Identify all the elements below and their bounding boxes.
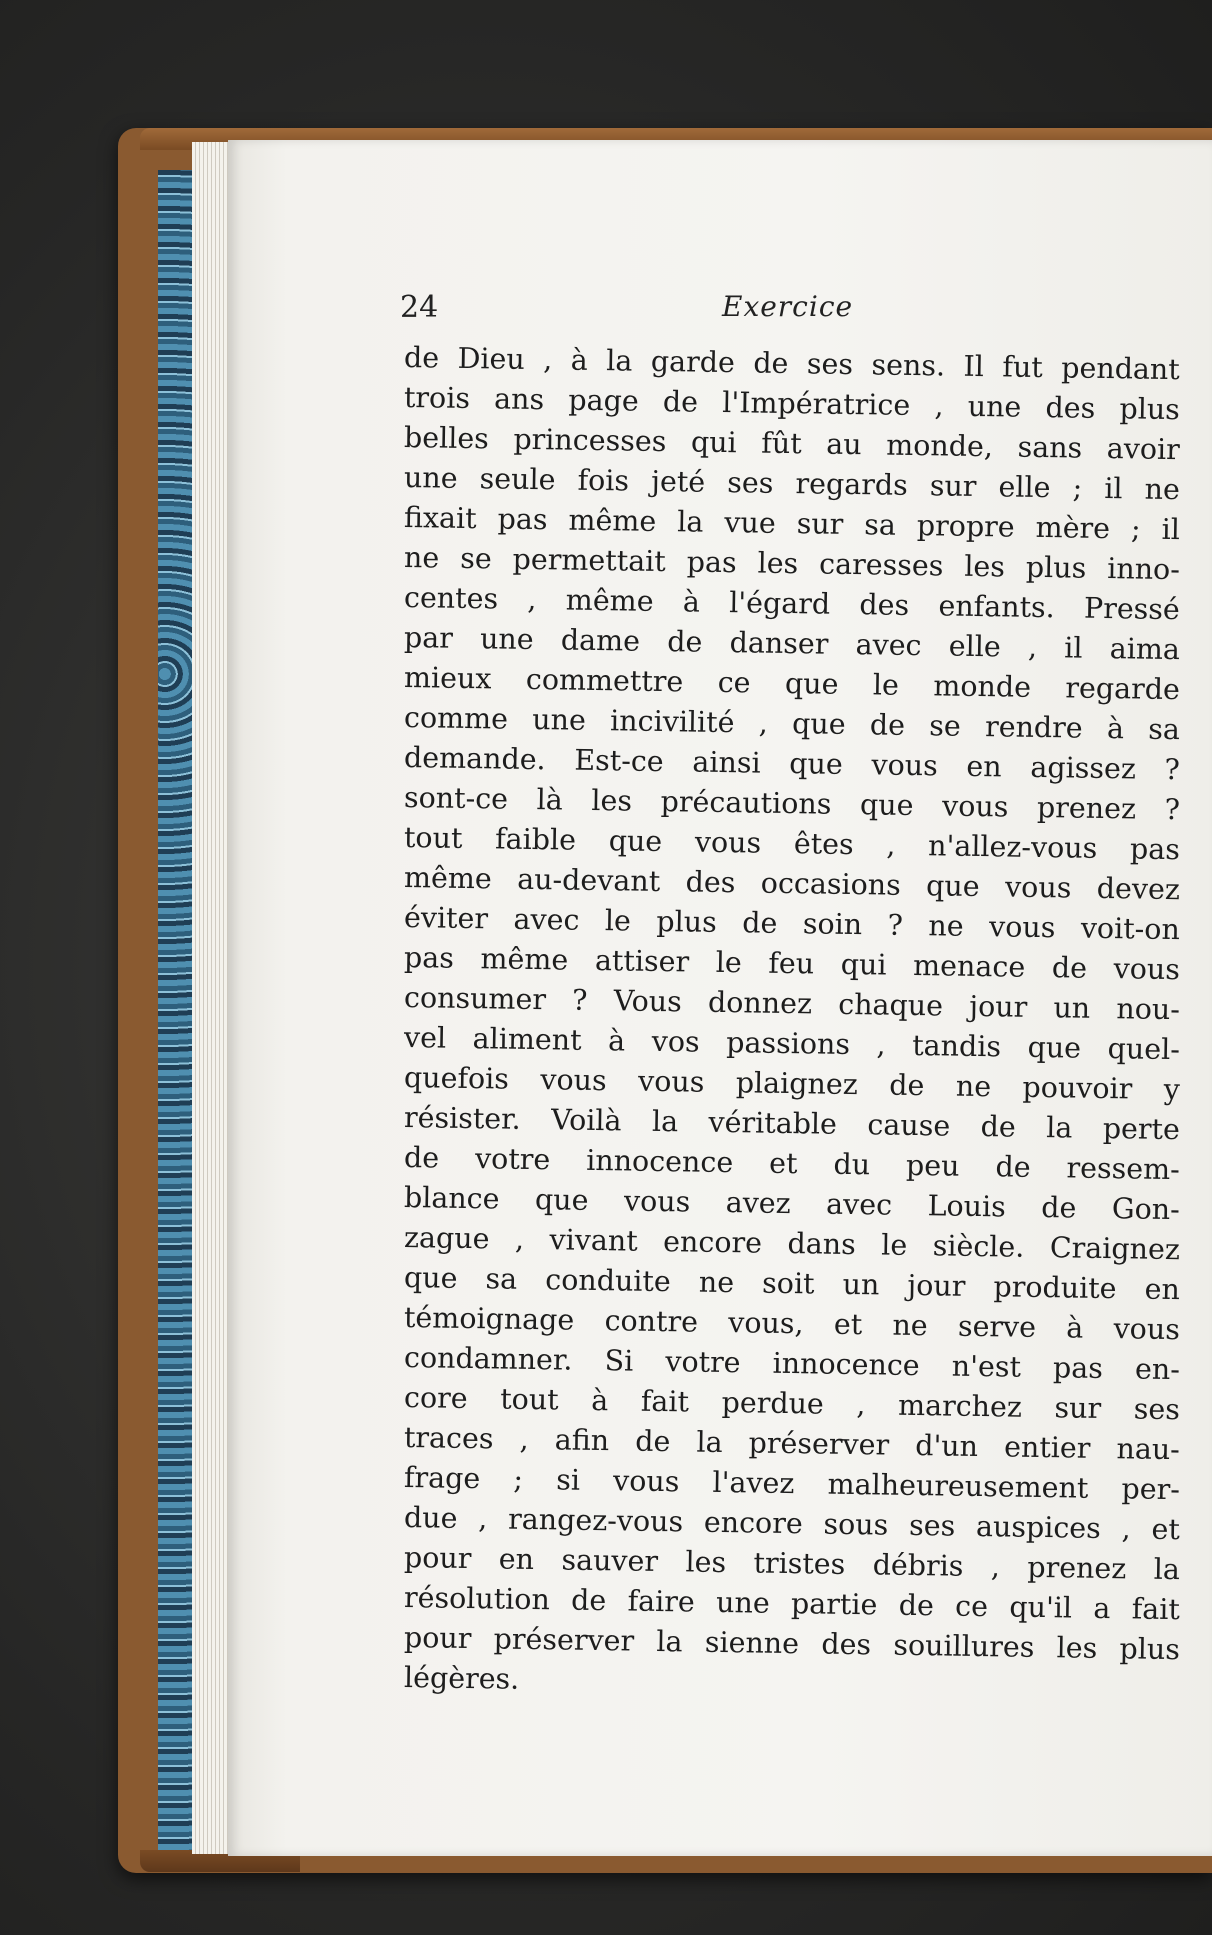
text-line: core tout à fait perdue , marchez sur ses [403,1381,1181,1427]
text-line: tout faible que vous êtes , n'allez-vous pas [403,821,1181,867]
text-line: légères. [403,1661,520,1696]
text-line: de Dieu , à la garde de ses sens. Il fut pendant [403,341,1181,387]
text-line: même au-devant des occasions que vous devez [403,861,1181,907]
text-line: blance que vous avez avec Louis de Gon- [403,1181,1181,1227]
text-line: condamner. Si votre innocence n'est pas en- [403,1341,1181,1387]
text-line: demande. Est-ce ainsi que vous en agissez ? [403,741,1181,787]
text-line: comme une incivilité , que de se rendre à sa [403,701,1181,747]
text-line: pour en sauver les tristes débris , prenez la [403,1541,1181,1587]
text-line: due , rangez-vous encore sous ses auspices , et [403,1501,1181,1547]
marbled-endpaper [158,170,195,1850]
text-line: pour préserver la sienne des souillures les plus [403,1621,1181,1667]
text-line: une seule fois jeté ses regards sur elle ; il ne [403,461,1181,507]
text-line: fixait pas même la vue sur sa propre mère ; il [403,501,1181,547]
running-title: Exercice [722,290,854,323]
text-line: vel aliment à vos passions , tandis que quel- [403,1021,1181,1067]
page-stack-edges [192,142,232,1854]
text-line: par une dame de danser avec elle , il aima [403,621,1181,667]
text-line: traces , afin de la préserver d'un entier nau- [403,1421,1181,1467]
page-number: 24 [400,290,439,325]
text-line: résister. Voilà la véritable cause de la perte [403,1101,1181,1147]
text-line: consumer ? Vous donnez chaque jour un nou- [403,981,1181,1027]
text-line: sont-ce là les précautions que vous prenez ? [403,781,1181,827]
running-head [400,290,1180,330]
text-line: trois ans page de l'Impératrice , une des plus [403,381,1181,427]
text-line: que sa conduite ne soit un jour produite en [403,1261,1181,1307]
text-line: centes , même à l'égard des enfants. Pressé [403,581,1181,627]
text-line: pas même attiser le feu qui menace de vous [403,941,1181,987]
text-line: ne se permettait pas les caresses les plus inno- [403,541,1181,587]
text-line: zague , vivant encore dans le siècle. Craignez [403,1221,1181,1267]
text-line: résolution de faire une partie de ce qu'il a fait [403,1581,1181,1627]
text-line: belles princesses qui fût au monde, sans avoir [403,421,1181,467]
text-line: quefois vous vous plaignez de ne pouvoir y [403,1061,1181,1107]
text-line: frage ; si vous l'avez malheureusement per- [403,1461,1181,1507]
body-text [404,338,1180,1698]
text-line: éviter avec le plus de soin ? ne vous voit-on [403,901,1181,947]
text-line: témoignage contre vous, et ne serve à vous [403,1301,1181,1347]
text-line: de votre innocence et du peu de ressem- [403,1141,1181,1187]
text-line: mieux commettre ce que le monde regarde [403,661,1181,707]
